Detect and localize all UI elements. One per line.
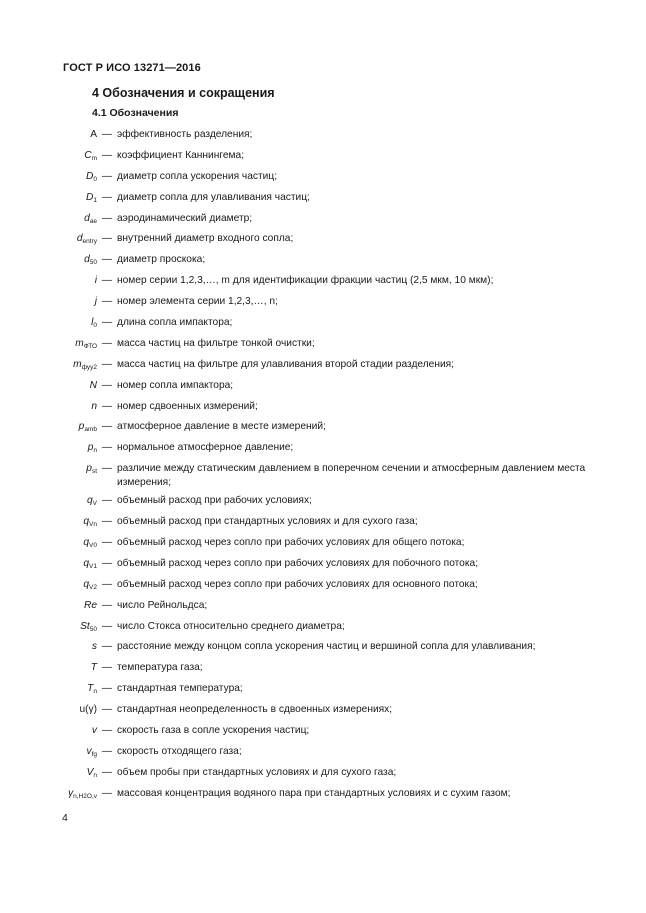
symbol-subscript: V0 [89, 542, 97, 550]
symbol-subscript: ФТО [83, 342, 97, 350]
em-dash: — [101, 191, 113, 203]
symbol-entry [0, 440, 646, 461]
symbol-entry [0, 169, 646, 190]
symbol-entry [0, 619, 646, 640]
symbol-entry [0, 723, 646, 744]
symbol-base: D [86, 170, 94, 182]
symbol [0, 190, 97, 205]
symbol-subscript: st [91, 468, 97, 476]
em-dash: — [101, 212, 113, 224]
symbol-base: u(γ) [79, 704, 97, 716]
symbol-subscript: V1 [89, 562, 97, 570]
symbol [0, 315, 97, 330]
symbol-subscript: m [91, 154, 97, 162]
em-dash: — [101, 704, 113, 716]
symbol [0, 357, 97, 372]
symbol-base: q [83, 557, 90, 569]
em-dash: — [101, 170, 113, 182]
symbols-list [0, 127, 646, 807]
symbol-base: q [83, 578, 90, 590]
symbol-entry [0, 598, 646, 619]
em-dash: — [101, 379, 113, 391]
symbol-description: число Рейнольдса; [117, 599, 208, 611]
symbol-description: стандартная неопределенность в сдвоенных измерениях; [117, 704, 393, 716]
symbol-entry [0, 702, 646, 723]
symbol-description: диаметр сопла ускорения частиц; [117, 170, 278, 182]
symbol-entry [0, 535, 646, 556]
em-dash: — [101, 233, 113, 245]
symbol-entry [0, 190, 646, 211]
symbol-base: T [87, 683, 94, 695]
symbol-subscript: V2 [89, 583, 97, 591]
symbol-subscript: 50 [89, 625, 97, 633]
symbol-base: St [80, 620, 90, 632]
symbol [0, 169, 97, 184]
symbol-base: q [86, 495, 93, 507]
symbol-description: масса частиц на фильтре тонкой очистки; [117, 337, 315, 349]
symbol-description: нормальное атмосферное давление; [117, 442, 294, 454]
symbol-base: j [94, 296, 97, 308]
symbol-entry [0, 273, 646, 294]
symbol [0, 273, 97, 288]
symbol-subscript: фуу2 [81, 363, 97, 371]
symbol [0, 577, 97, 592]
symbol-base: d [84, 254, 90, 266]
symbol [0, 294, 97, 309]
em-dash: — [101, 149, 113, 161]
symbol-subscript: entry [82, 238, 97, 246]
symbol-base: A [90, 129, 97, 140]
symbol [0, 127, 97, 142]
symbol [0, 514, 97, 529]
symbol-subscript: V [92, 500, 97, 508]
em-dash: — [101, 557, 113, 569]
symbol-description: объемный расход при стандартных условиях и для сухого газа; [117, 516, 418, 528]
page-number: 4 [62, 812, 68, 824]
symbol-description: коэффициент Каннингема; [117, 149, 245, 161]
symbol-subscript: n [93, 447, 97, 455]
section-title: 4 Обозначения и сокращения [92, 86, 275, 100]
symbol-description: объемный расход через сопло при рабочих условиях для побочного потока; [117, 557, 479, 569]
symbol-description: внутренний диаметр входного сопла; [117, 233, 294, 245]
symbol-subscript: Vn [89, 521, 97, 529]
symbol-base: v [86, 745, 92, 757]
em-dash: — [101, 662, 113, 674]
symbol-description: номер сопла импактора; [117, 379, 234, 391]
symbol [0, 231, 97, 246]
symbol [0, 211, 97, 226]
symbol [0, 723, 97, 738]
symbol-entry [0, 786, 646, 807]
symbol [0, 336, 97, 351]
symbol-subscript: n [93, 771, 97, 779]
symbol [0, 419, 97, 434]
em-dash: — [101, 421, 113, 433]
symbol-base: D [86, 191, 94, 203]
symbol-base: V [86, 766, 94, 778]
em-dash: — [101, 296, 113, 308]
symbol-description: объем пробы при стандартных условиях и для сухого газа; [117, 766, 397, 778]
em-dash: — [101, 641, 113, 653]
symbol-base: p [87, 442, 94, 454]
symbol-description: эффективность разделения; [117, 129, 253, 140]
symbol-base: T [90, 662, 97, 674]
symbol [0, 252, 97, 267]
symbol-entry [0, 493, 646, 514]
symbol-base: p [78, 421, 85, 433]
symbol-entry [0, 127, 646, 148]
em-dash: — [101, 358, 113, 370]
symbol-entry [0, 660, 646, 681]
symbol-entry [0, 744, 646, 765]
symbol-entry [0, 357, 646, 378]
symbol-description: масса частиц на фильтре для улавливания второй стадии разделения; [117, 358, 455, 370]
symbol-entry [0, 252, 646, 273]
symbol-base: s [91, 641, 97, 653]
symbol-description: номер серии 1,2,3,…, m для идентификации фракции частиц (2,5 мкм, 10 мкм); [117, 275, 494, 287]
symbol [0, 619, 97, 634]
symbol [0, 702, 97, 717]
symbol-entry [0, 461, 646, 493]
symbol-description: номер сдвоенных измерений; [117, 400, 258, 412]
symbol-description: различие между статическим давлением в поперечном сечении и атмосферным давлением места измерения; [117, 463, 586, 489]
symbol [0, 681, 97, 696]
symbol-entry [0, 315, 646, 336]
symbol-base: γ [68, 787, 74, 799]
standard-header: ГОСТ Р ИСО 13271—2016 [63, 62, 201, 74]
symbol [0, 461, 97, 476]
em-dash: — [101, 537, 113, 549]
symbol-base: d [84, 212, 90, 224]
symbol [0, 440, 97, 455]
symbol [0, 493, 97, 508]
em-dash: — [101, 337, 113, 349]
em-dash: — [101, 516, 113, 528]
em-dash: — [101, 442, 113, 454]
symbol-subscript: fg [91, 750, 97, 758]
symbol-description: аэродинамический диаметр; [117, 212, 253, 224]
symbol-description: скорость газа в сопле ускорения частиц; [117, 725, 310, 737]
subsection-title: 4.1 Обозначения [92, 107, 179, 119]
symbol [0, 639, 97, 654]
symbol-base: d [76, 233, 83, 245]
symbol-subscript: amb [84, 426, 97, 434]
symbol-entry [0, 336, 646, 357]
symbol-description: массовая концентрация водяного пара при стандартных условиях и с сухим газом; [117, 787, 511, 799]
symbol-base: Re [83, 599, 97, 611]
symbol-base: m [73, 358, 82, 370]
symbol-subscript: 50 [89, 259, 97, 267]
em-dash: — [101, 745, 113, 757]
em-dash: — [101, 725, 113, 737]
em-dash: — [101, 129, 113, 140]
em-dash: — [101, 254, 113, 266]
symbol-entry [0, 231, 646, 252]
symbol-subscript: ae [89, 217, 97, 225]
symbol-base: i [94, 275, 97, 287]
symbol-entry [0, 211, 646, 232]
symbol-description: атмосферное давление в месте измерений; [117, 421, 326, 433]
symbol [0, 535, 97, 550]
em-dash: — [101, 400, 113, 412]
symbol-description: номер элемента серии 1,2,3,…, n; [117, 296, 278, 308]
symbol-description: диаметр сопла для улавливания частиц; [117, 191, 310, 203]
symbol-base: q [83, 516, 90, 528]
symbol-entry [0, 399, 646, 420]
symbol-entry [0, 378, 646, 399]
symbol-subscript: n [93, 688, 97, 696]
symbol-description: длина сопла импактора; [117, 317, 233, 329]
symbol-entry [0, 419, 646, 440]
symbol-description: объемный расход при рабочих условиях; [117, 495, 312, 507]
symbol-entry [0, 681, 646, 702]
symbol [0, 786, 97, 801]
em-dash: — [101, 275, 113, 287]
em-dash: — [101, 766, 113, 778]
symbol-entry [0, 639, 646, 660]
symbol-base: q [83, 537, 90, 549]
symbol-base: n [91, 400, 97, 412]
em-dash: — [101, 495, 113, 507]
symbol-entry [0, 765, 646, 786]
em-dash: — [101, 683, 113, 695]
symbol [0, 148, 97, 163]
em-dash: — [101, 599, 113, 611]
symbol-entry [0, 577, 646, 598]
symbol-base: N [89, 379, 97, 391]
symbol [0, 598, 97, 613]
symbol [0, 765, 97, 780]
symbol-base: v [91, 725, 97, 737]
em-dash: — [101, 317, 113, 329]
symbol-description: объемный расход через сопло при рабочих условиях для основного потока; [117, 578, 478, 590]
symbol [0, 378, 97, 393]
symbol-subscript: n,H2O,v [73, 792, 97, 800]
em-dash: — [101, 578, 113, 590]
symbol-description: скорость отходящего газа; [117, 745, 242, 757]
symbol-entry [0, 514, 646, 535]
symbol-description: стандартная температура; [117, 683, 243, 695]
symbol-base: p [86, 463, 92, 475]
symbol-base: C [84, 149, 92, 161]
symbol-subscript: 0 [93, 175, 97, 183]
em-dash: — [101, 787, 113, 799]
symbol-entry [0, 294, 646, 315]
symbol [0, 399, 97, 414]
symbol [0, 556, 97, 571]
symbol-base: m [75, 337, 84, 349]
symbol [0, 660, 97, 675]
symbol-description: объемный расход через сопло при рабочих условиях для общего потока; [117, 537, 465, 549]
symbol-base: l [91, 317, 94, 329]
symbol-entry [0, 148, 646, 169]
symbol [0, 744, 97, 759]
symbol-subscript: 1 [93, 196, 97, 204]
symbol-description: диаметр проскока; [117, 254, 206, 266]
em-dash: — [101, 620, 113, 632]
symbol-description: число Стокса относительно среднего диаметра; [117, 620, 345, 632]
symbol-description: расстояние между концом сопла ускорения частиц и вершиной сопла для улавливания; [117, 641, 536, 653]
em-dash: — [101, 463, 113, 475]
symbol-description: температура газа; [117, 662, 203, 674]
symbol-subscript: 0 [93, 322, 97, 330]
symbol-entry [0, 556, 646, 577]
